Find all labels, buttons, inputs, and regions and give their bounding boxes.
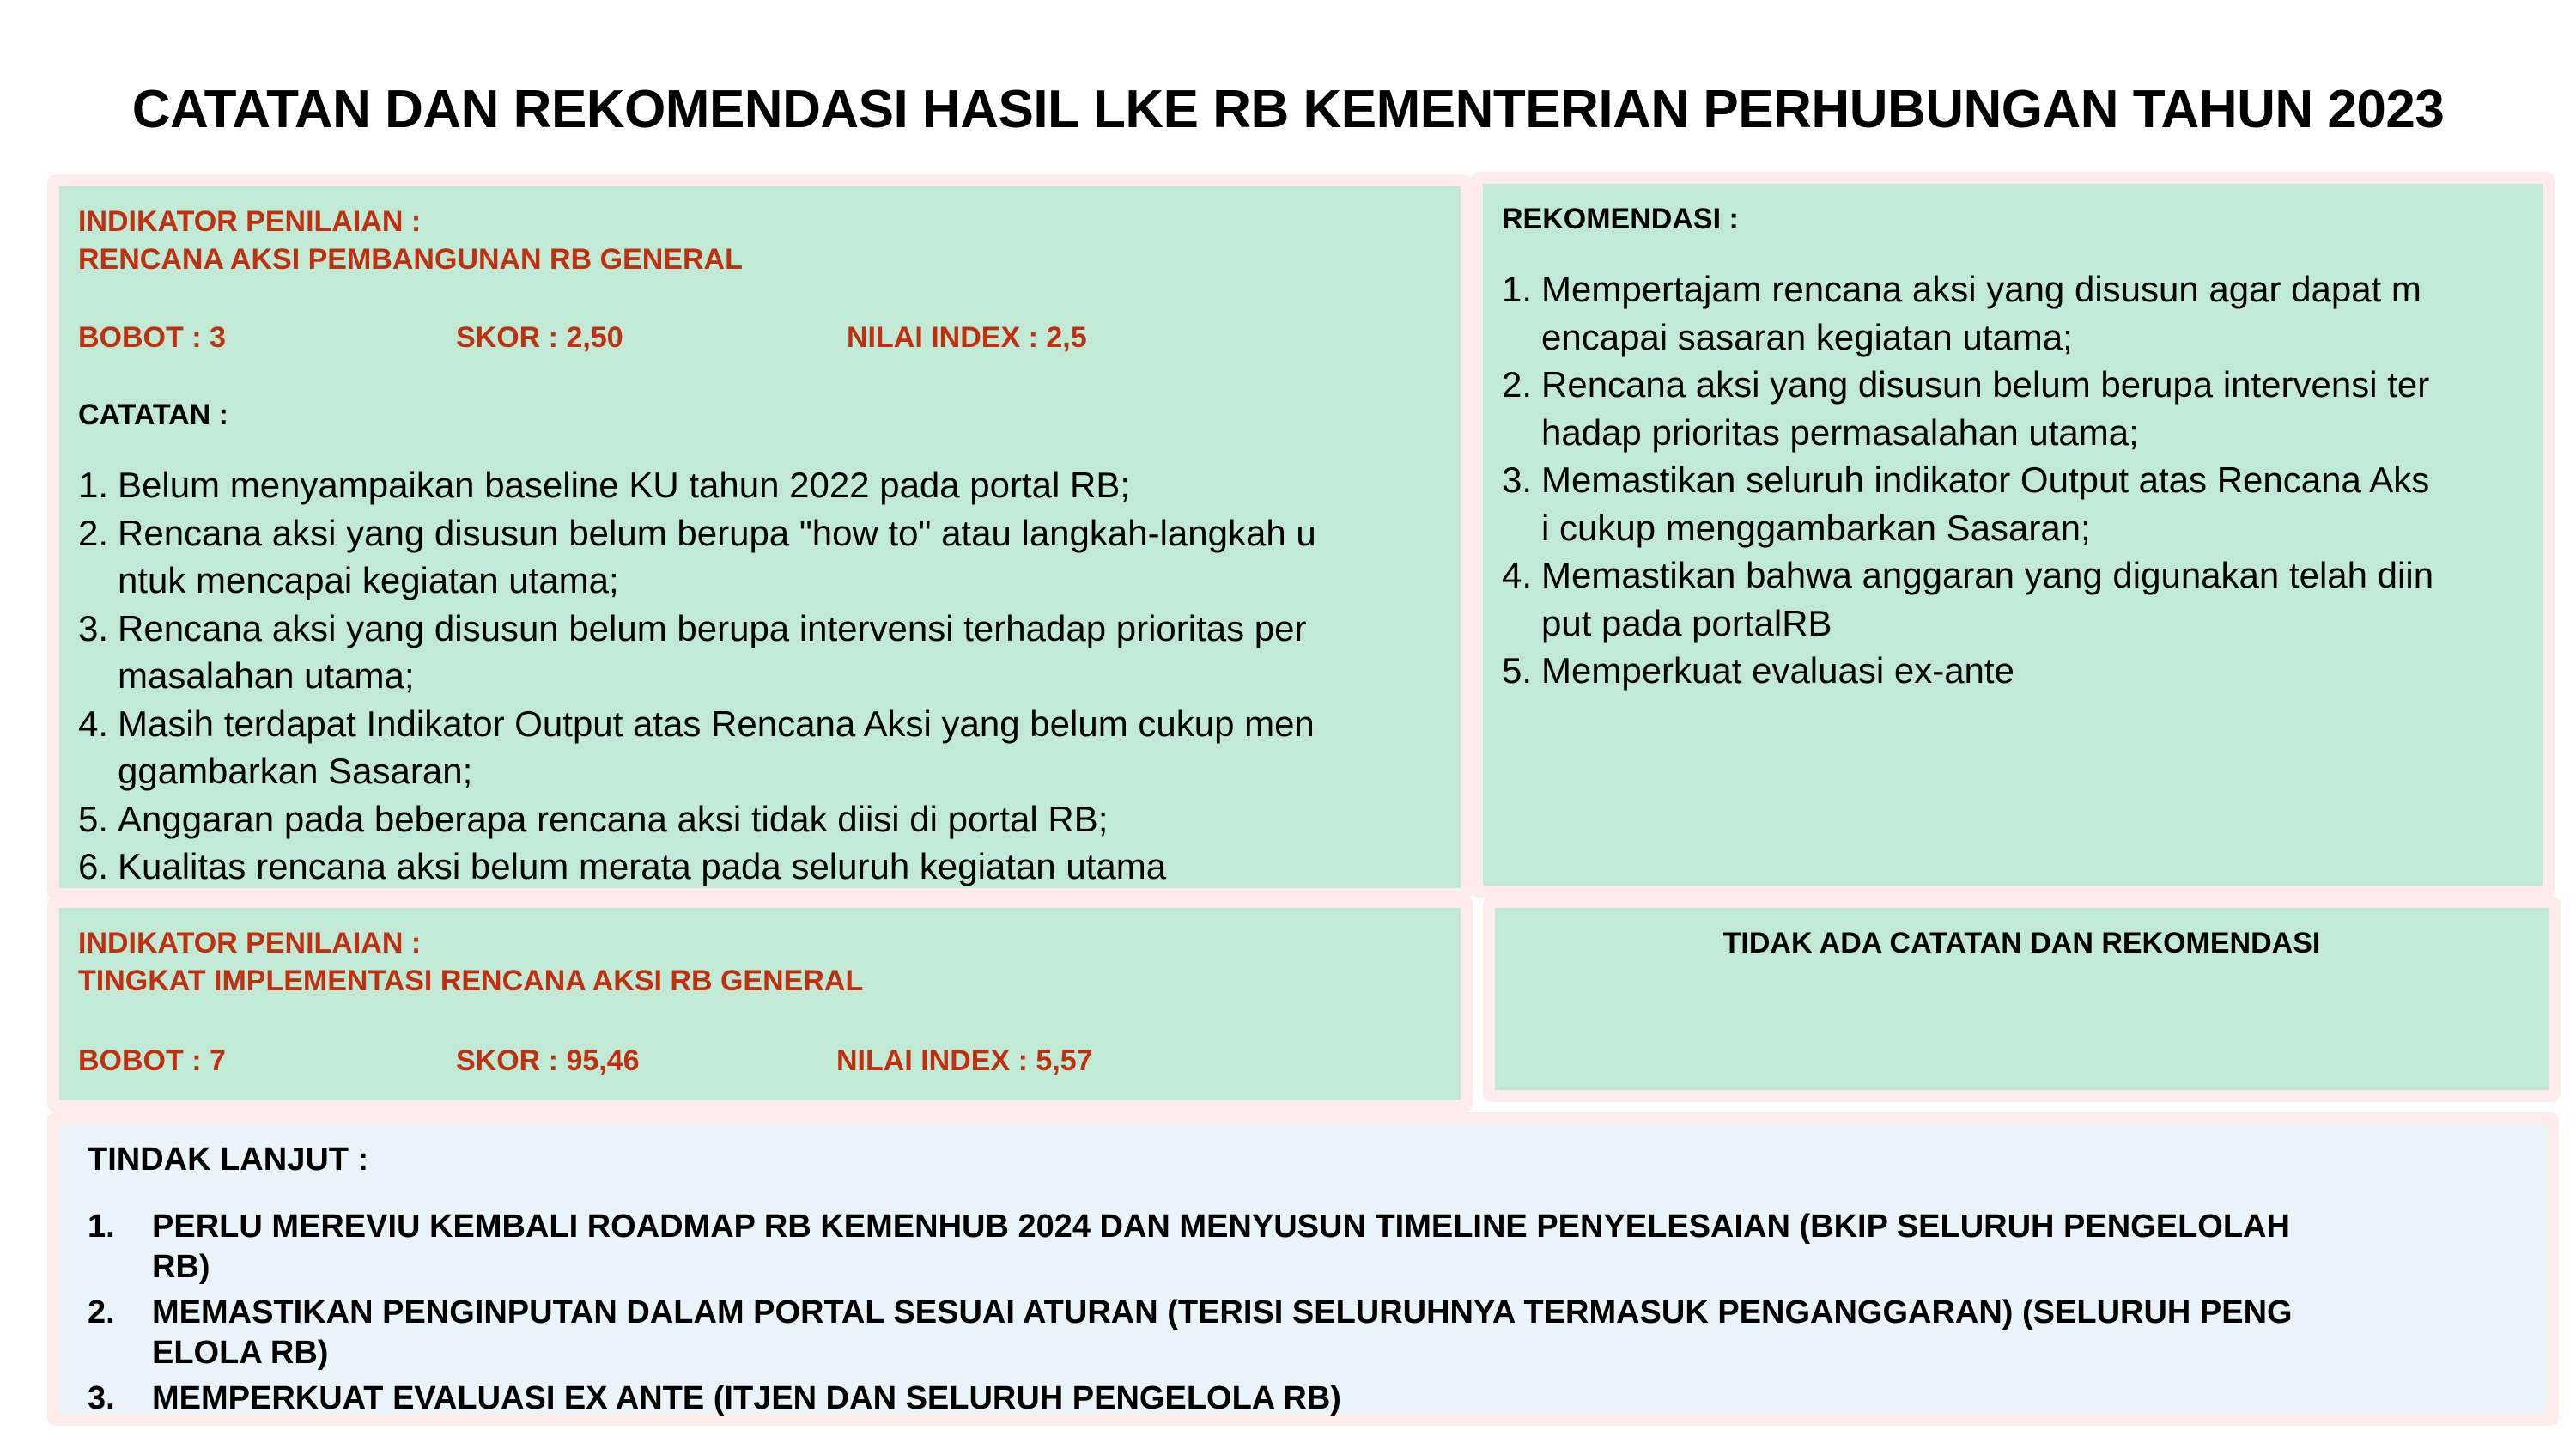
no-recommendation-text: TIDAK ADA CATATAN DAN REKOMENDASI <box>1722 927 2321 959</box>
page-title: CATATAN DAN REKOMENDASI HASIL LKE RB KEMENTERIAN PERHUBUNGAN TAHUN 2023 <box>131 80 2445 139</box>
rekomendasi-item: 4. Memastikan bahwa anggaran yang digunakan telah diin put pada portalRB <box>1502 555 2434 643</box>
indicator-1-nilai-index: NILAI INDEX : 2,5 <box>847 321 1087 354</box>
rekomendasi-2-panel <box>1483 896 2561 1102</box>
indicator-2-name: TINGKAT IMPLEMENTASI RENCANA AKSI RB GENERAL <box>78 965 864 997</box>
rekomendasi-label: REKOMENDASI : <box>1502 203 1739 235</box>
rekomendasi-list <box>1502 265 2541 695</box>
catatan-list <box>78 461 1452 891</box>
tindak-lanjut-list <box>88 1207 2543 1424</box>
catatan-item: 6. Kualitas rencana aksi belum merata pada seluruh kegiatan utama <box>78 846 1167 886</box>
indicator-1-bobot: BOBOT : 3 <box>78 321 226 354</box>
indicator-1-panel <box>47 174 1473 900</box>
rekomendasi-item: 5. Memperkuat evaluasi ex-ante <box>1502 650 2014 691</box>
indicator-1-label: INDIKATOR PENILAIAN : <box>78 205 422 238</box>
indicator-1-skor: SKOR : 2,50 <box>456 321 623 354</box>
catatan-item: 1. Belum menyampaikan baseline KU tahun 2022 pada portal RB; <box>78 465 1131 505</box>
catatan-item: 5. Anggaran pada beberapa rencana aksi tidak diisi di portal RB; <box>78 798 1109 839</box>
catatan-item: 4. Masih terdapat Indikator Output atas Rencana Aksi yang belum cukup men ggambarkan Sasaran; <box>78 703 1315 791</box>
rekomendasi-item: 3. Memastikan seluruh indikator Output atas Rencana Aks i cukup menggambarkan Sasaran; <box>1502 460 2430 548</box>
tindak-lanjut-label: TINDAK LANJUT : <box>88 1142 369 1178</box>
indicator-1-name: RENCANA AKSI PEMBANGUNAN RB GENERAL <box>78 243 743 276</box>
tindak-lanjut-item: 3. MEMPERKUAT EVALUASI EX ANTE (ITJEN DAN SELURUH PENGELOLA RB) <box>88 1380 1341 1416</box>
tindak-lanjut-panel <box>47 1112 2559 1426</box>
rekomendasi-item: 2. Rencana aksi yang disusun belum berupa intervensi ter hadap prioritas permasalahan utama; <box>1502 364 2430 453</box>
tindak-lanjut-item: 2. MEMASTIKAN PENGINPUTAN DALAM PORTAL SESUAI ATURAN (TERISI SELURUHNYA TERMASUK PENGANGGARAN) (SELURUH PENG ELOLA RB) <box>88 1294 2293 1371</box>
indicator-2-nilai-index: NILAI INDEX : 5,57 <box>836 1044 1093 1077</box>
tindak-lanjut-item: 1. PERLU MEREVIU KEMBALI ROADMAP RB KEMENHUB 2024 DAN MENYUSUN TIMELINE PENYELESAIAN (BKIP SELURUH PENGELOLAH RB) <box>88 1209 2290 1285</box>
indicator-2-label: INDIKATOR PENILAIAN : <box>78 927 422 959</box>
indicator-2-panel <box>47 896 1473 1112</box>
indicator-2-skor: SKOR : 95,46 <box>456 1044 640 1077</box>
catatan-item: 3. Rencana aksi yang disusun belum berupa intervensi terhadap prioritas per masalahan utama; <box>78 607 1307 696</box>
rekomendasi-item: 1. Mempertajam rencana aksi yang disusun agar dapat m encapai sasaran kegiatan utama; <box>1502 269 2421 357</box>
rekomendasi-1-panel <box>1471 172 2555 898</box>
catatan-label: CATATAN : <box>78 399 228 431</box>
indicator-2-bobot: BOBOT : 7 <box>78 1044 226 1077</box>
catatan-item: 2. Rencana aksi yang disusun belum berupa "how to" atau langkah-langkah u ntuk mencapai kegiatan utama; <box>78 512 1316 600</box>
